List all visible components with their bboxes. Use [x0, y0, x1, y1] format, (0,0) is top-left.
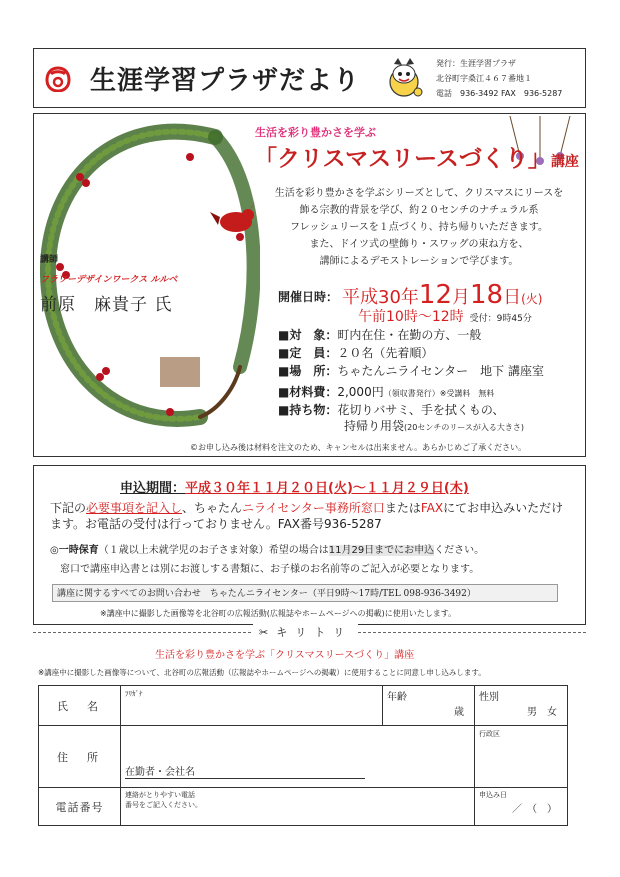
venue-key: ■場 所：: [278, 364, 338, 378]
cut-line-text: キリトリ: [276, 626, 353, 639]
venue-value: ちゃたんニライセンター 地下 講座室: [337, 364, 544, 378]
bring-value-1: 花切りバサミ、手を拭くもの、: [337, 403, 505, 417]
bring-row-2: [344, 417, 524, 434]
instructor-organization: フラワーデザインワークス ルルベ: [40, 275, 178, 285]
application-instructions: [50, 500, 570, 532]
district-field[interactable]: [475, 726, 568, 788]
phone-hint: 連絡がとりやすい電話: [125, 791, 195, 799]
body-text: または: [384, 501, 421, 515]
workplace-label: 在勤者・会社名: [125, 763, 365, 779]
date-label: 申込み日: [479, 791, 507, 799]
era: 平成30年: [342, 287, 419, 308]
scissors-icon: ✂: [259, 626, 277, 639]
phone-field[interactable]: [121, 788, 475, 826]
mascot-icon: [382, 56, 426, 102]
phone-hint: 番号をご記入ください。: [125, 801, 202, 809]
description-line: 講師によるデモストレーションで学びます。: [319, 256, 519, 267]
bring-row: [278, 401, 504, 418]
age-label: 年齢: [387, 692, 407, 703]
sex-field[interactable]: [475, 686, 568, 726]
bring-note: (20センチのリースが入る大きさ): [404, 423, 525, 432]
capacity-row: [278, 344, 433, 361]
address: 北谷町字桑江４６７番地１: [436, 74, 532, 83]
period-value: 平成３０年１１月２０日(火)～１１月２９日(木): [185, 481, 469, 496]
phone-label: 電話番号: [39, 788, 121, 826]
publisher-info: [436, 56, 562, 101]
name-field[interactable]: [121, 686, 383, 726]
event-title-main: 「クリスマスリースづくり」: [254, 146, 551, 172]
event-title: [254, 140, 579, 173]
inquiry-contact: 講座に関するすべてのお問い合わせ ちゃたんニライセンター（平日9時～17時/TEL 098-936-3492）: [52, 584, 558, 602]
address-field[interactable]: [121, 726, 475, 788]
cut-line-label: [253, 624, 358, 640]
target-key: ■対 象：: [278, 328, 338, 342]
event-title-suffix: 講座: [550, 154, 579, 170]
sex-label: 性別: [479, 692, 499, 703]
form-title: 生活を彩り豊かさを学ぶ「クリスマスリースづくり」講座: [155, 650, 415, 661]
instructor-name: 前原 麻貴子 氏: [40, 295, 173, 315]
description-line: 生活を彩り豊かさを学ぶシリーズとして、クリスマスにリースを: [274, 188, 564, 199]
publisher: 発行：生涯学習プラザ: [436, 59, 516, 68]
consent-note: ※講座中に撮影した画像等について、北谷町の広報活動（広報誌やホームページへの掲載）に使用することに同意し申し込みします。: [38, 668, 486, 677]
body-highlight: ニライセンター事務所窓口: [242, 501, 385, 515]
fee-key: ■材料費：: [278, 385, 338, 399]
district-label: 行政区: [479, 730, 500, 738]
period-label: 申込期間：: [120, 481, 186, 496]
photo-usage-note: ※講座中に撮影した画像等を北谷町の広報活動(広報誌やホームページへの掲載)に使用いたします。: [100, 609, 457, 618]
childcare-label: ◎一時保育: [50, 545, 99, 556]
datetime-label: 開催日時：: [278, 290, 339, 304]
body-text: 、ちゃたん: [182, 501, 243, 515]
target-value: 町内在住・在勤の方、一般: [337, 328, 482, 342]
name-label: 氏 名: [39, 686, 121, 726]
day-unit: 日: [503, 287, 522, 308]
childcare-deadline: 11月29日までにお申込: [328, 545, 435, 556]
capacity-key: ■定 員：: [278, 346, 338, 360]
childcare-note: [50, 541, 484, 556]
weekday: (火): [521, 292, 543, 306]
event-time: [358, 306, 532, 326]
description-line: フレッシュリースを１点づくり、持ち帰りいただきます。: [290, 222, 548, 233]
newsletter-title: 生涯学習プラザだより: [90, 66, 361, 96]
target-row: [278, 326, 481, 343]
fee-note: （領収書発行）※受講料 無料: [383, 389, 495, 398]
capacity-value: ２０名（先着順）: [337, 346, 434, 360]
event-description: [258, 185, 580, 270]
day: 18: [470, 280, 504, 310]
furigana-label: ﾌﾘｶﾞﾅ: [125, 690, 143, 698]
age-field[interactable]: [383, 686, 475, 726]
month-unit: 月: [452, 287, 470, 308]
description-line: また、ドイツ式の壁飾り・スワッグの束ね方を、: [309, 239, 529, 250]
bring-value-2: 持帰り用袋: [344, 419, 405, 433]
application-period: [120, 477, 469, 496]
childcare-text: ください。: [434, 545, 485, 556]
body-text: にてお申込みいただけます。お電話の受付は行っておりません。FAX番号936-5287: [50, 501, 564, 531]
town-emblem-icon: [45, 66, 71, 92]
fee-value: 2,000円: [337, 385, 384, 399]
address-label: 住 所: [39, 726, 121, 788]
age-unit: 歳: [454, 707, 464, 718]
date-field[interactable]: [475, 788, 568, 826]
date-format: ／ （ ）: [512, 804, 557, 815]
phone-fax: 電話 936-3492 FAX 936-5287: [436, 89, 563, 98]
instructor-role: 講師: [40, 255, 59, 265]
fee-row: [278, 383, 494, 400]
event-lead: 生活を彩り豊かさを学ぶ: [255, 126, 376, 139]
month: 12: [418, 280, 452, 310]
venue-row: [278, 362, 544, 379]
time-range: 午前10時～12時: [358, 309, 464, 325]
bring-key: ■持ち物：: [278, 403, 338, 417]
sex-options: 男 女: [527, 707, 557, 718]
description-line: 飾る宗教的背景を学び、約２０センチのナチュラル系: [299, 205, 539, 216]
cut-line: [33, 624, 586, 640]
body-text: 下記の: [50, 501, 87, 515]
application-form: [38, 685, 568, 826]
body-highlight: FAX: [420, 501, 444, 515]
childcare-note-2: 窓口で講座申込書とは別にお渡しする書類に、お子様のお名前等のご記入が必要となります。: [60, 564, 480, 575]
childcare-text: （１歳以上未就学児のお子さま対象）希望の場合は: [98, 545, 329, 556]
reception-time: 受付：9時45分: [469, 314, 532, 324]
cancel-note: ©お申し込み後は材料を注文のため、キャンセルは出来ません。あらかじめご了承ください。: [190, 443, 527, 452]
body-highlight: 必要事項を記入し: [86, 501, 183, 515]
